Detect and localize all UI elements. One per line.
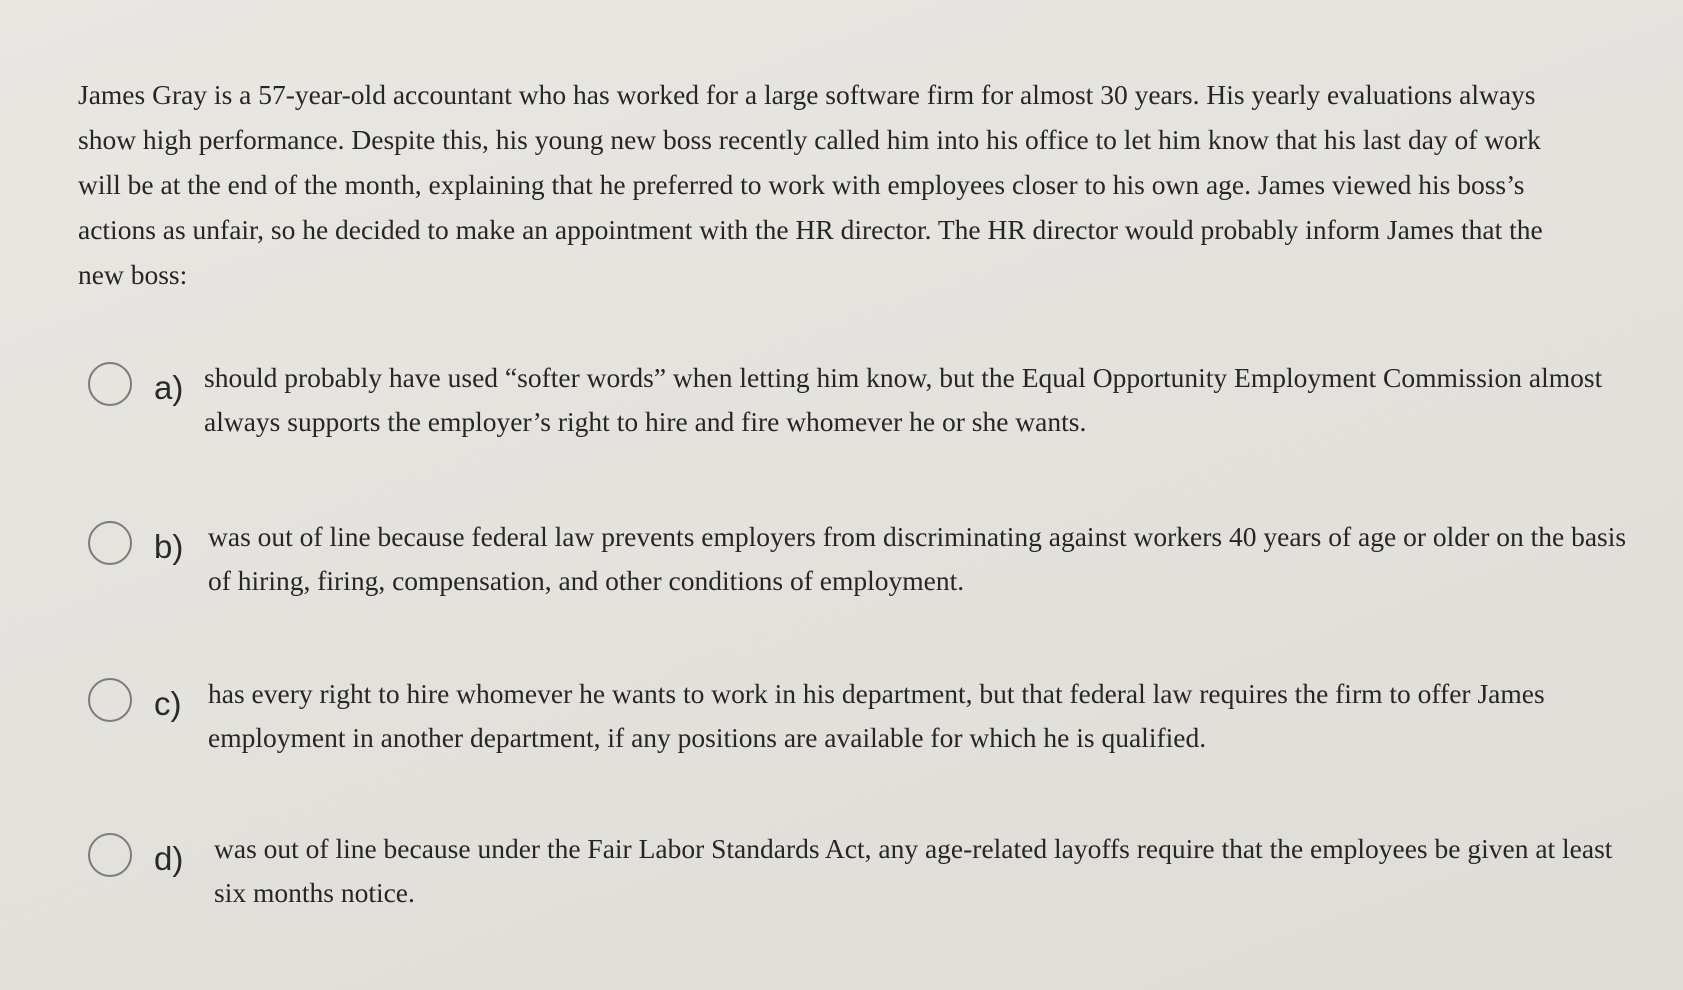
radio-button-d[interactable] bbox=[88, 833, 132, 877]
question-text: James Gray is a 57-year-old accountant who has worked for a large software firm for almost 30 years. His yearly evaluations always show high performance. Despite this, his young new boss recently called him into his office to let him know that his last day of work will be at the end of the month, explaining that he preferred to work with employees closer to his own age. James viewed his boss’s actions as unfair, so he decided to make an appointment with the HR director. The HR director would probably inform James that the new boss: bbox=[78, 79, 1543, 290]
radio-button-a[interactable] bbox=[88, 362, 132, 406]
option-text-a: should probably have used “softer words” when letting him know, but the Equal Opportunity Employment Commission almost always supports the employer’s right to hire and fire whomever he or she wants. bbox=[204, 362, 1603, 437]
option-text-c: has every right to hire whomever he wants to work in his department, but that federal law requires the firm to offer James employment in another department, if any positions are available for which he is qualified. bbox=[208, 678, 1545, 753]
option-text-b: was out of line because federal law prevents employers from discriminating against workers 40 years of age or older on the basis of hiring, firing, compensation, and other conditions of employment. bbox=[208, 521, 1627, 596]
answer-option-d[interactable] bbox=[88, 827, 1613, 927]
option-letter-b: b) bbox=[154, 528, 184, 565]
option-letter-a: a) bbox=[154, 369, 184, 406]
radio-button-c[interactable] bbox=[88, 678, 132, 722]
answer-option-b[interactable] bbox=[88, 515, 1627, 615]
radio-button-b[interactable] bbox=[88, 521, 132, 565]
option-letter-c: c) bbox=[154, 685, 182, 722]
option-text-d: was out of line because under the Fair Labor Standards Act, any age-related layoffs require that the employees be given at least six months notice. bbox=[214, 833, 1613, 908]
option-letter-d: d) bbox=[154, 840, 184, 877]
answer-option-a[interactable] bbox=[88, 356, 1608, 456]
answer-option-c[interactable] bbox=[88, 672, 1608, 772]
